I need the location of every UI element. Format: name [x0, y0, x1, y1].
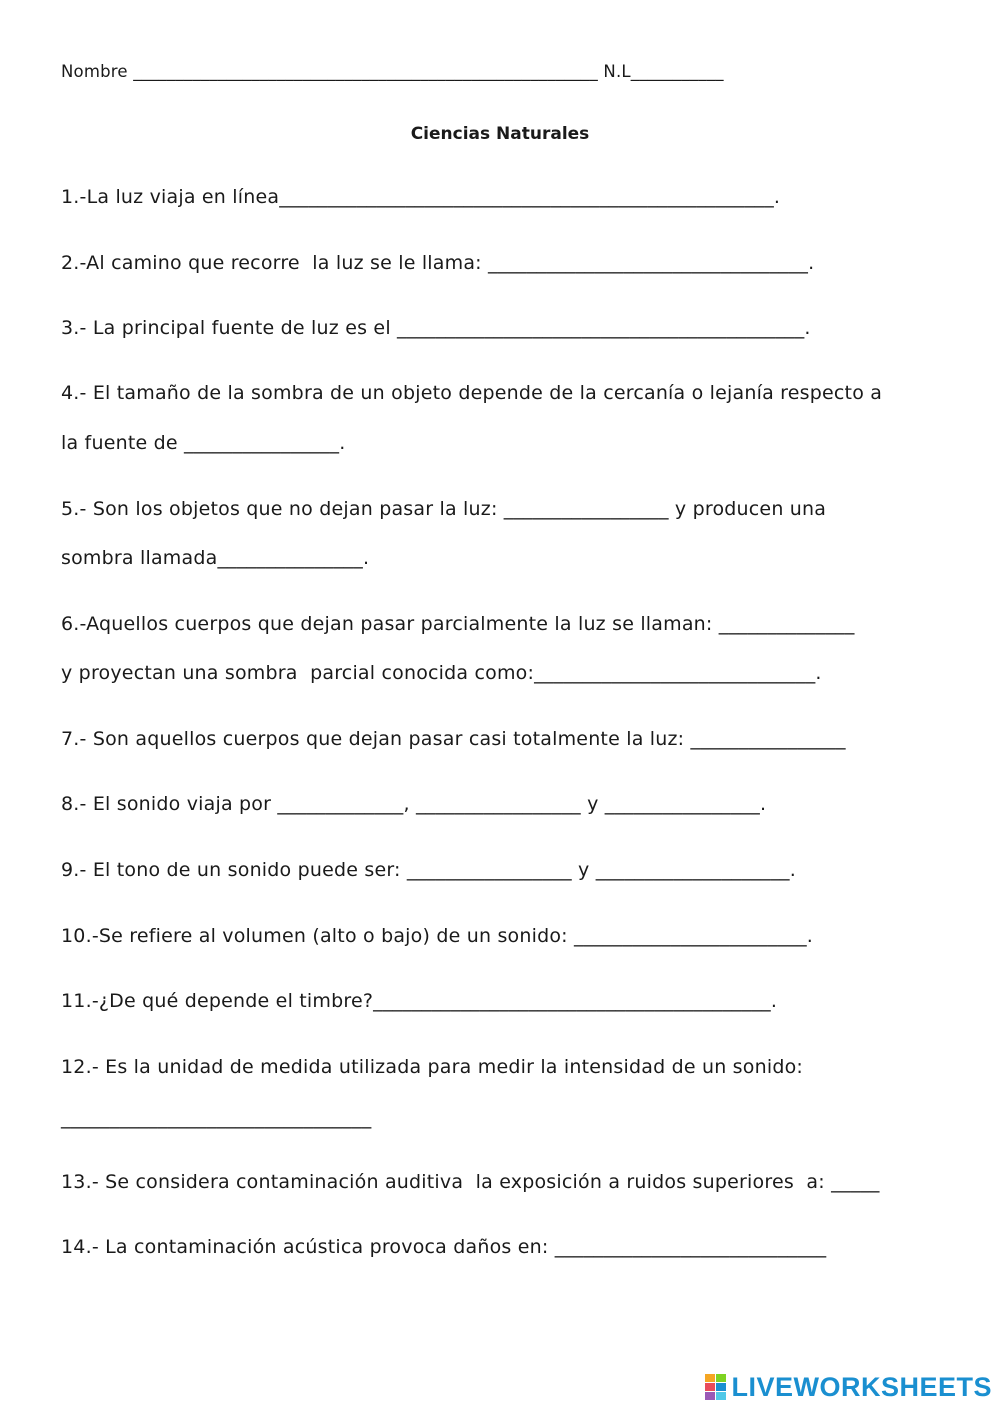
liveworksheets-logo-icon [705, 1374, 727, 1400]
liveworksheets-logo [705, 1367, 992, 1407]
question-6-part-2: y proyectan una sombra parcial conocida como:_____________________________. [61, 662, 822, 684]
question-11: 11.-¿De qué depende el timbre?_________________________________________. [61, 990, 778, 1012]
question-1: 1.-La luz viaja en línea___________________________________________________. [61, 186, 781, 208]
question-6-part-1: 6.-Aquellos cuerpos que dejan pasar parcialmente la luz se llaman: ______________ [61, 613, 855, 635]
page-title: Ciencias Naturales [410, 124, 590, 144]
question-5-part-1: 5.- Son los objetos que no dejan pasar la luz: _________________ y producen una [61, 498, 827, 520]
question-4-part-1: 4.- El tamaño de la sombra de un objeto depende de la cercanía o lejanía respecto a [61, 382, 883, 404]
question-13: 13.- Se considera contaminación auditiva la exposición a ruidos superiores a: _____ [61, 1171, 880, 1193]
question-7: 7.- Son aquellos cuerpos que dejan pasar casi totalmente la luz: ________________ [61, 728, 846, 750]
question-3: 3.- La principal fuente de luz es el __________________________________________. [61, 317, 811, 339]
question-10: 10.-Se refiere al volumen (alto o bajo) de un sonido: ________________________. [61, 925, 814, 947]
liveworksheets-logo-text: LIVEWORKSHEETS [731, 1371, 992, 1402]
name-header-line: Nombre _______________________________________________________ N.L___________ [61, 62, 724, 81]
question-14: 14.- La contaminación acústica provoca daños en: ____________________________ [61, 1236, 827, 1258]
question-2: 2.-Al camino que recorre la luz se le llama: _________________________________. [61, 252, 815, 274]
question-9: 9.- El tono de un sonido puede ser: _________________ y ____________________. [61, 859, 796, 881]
question-5-part-2: sombra llamada_______________. [61, 547, 370, 569]
question-4-part-2: la fuente de ________________. [61, 432, 346, 454]
question-12-part-1: 12.- Es la unidad de medida utilizada para medir la intensidad de un sonido: [61, 1056, 804, 1078]
question-12-part-2: ________________________________ [61, 1107, 372, 1129]
question-8: 8.- El sonido viaja por _____________, _________________ y ________________. [61, 793, 767, 815]
